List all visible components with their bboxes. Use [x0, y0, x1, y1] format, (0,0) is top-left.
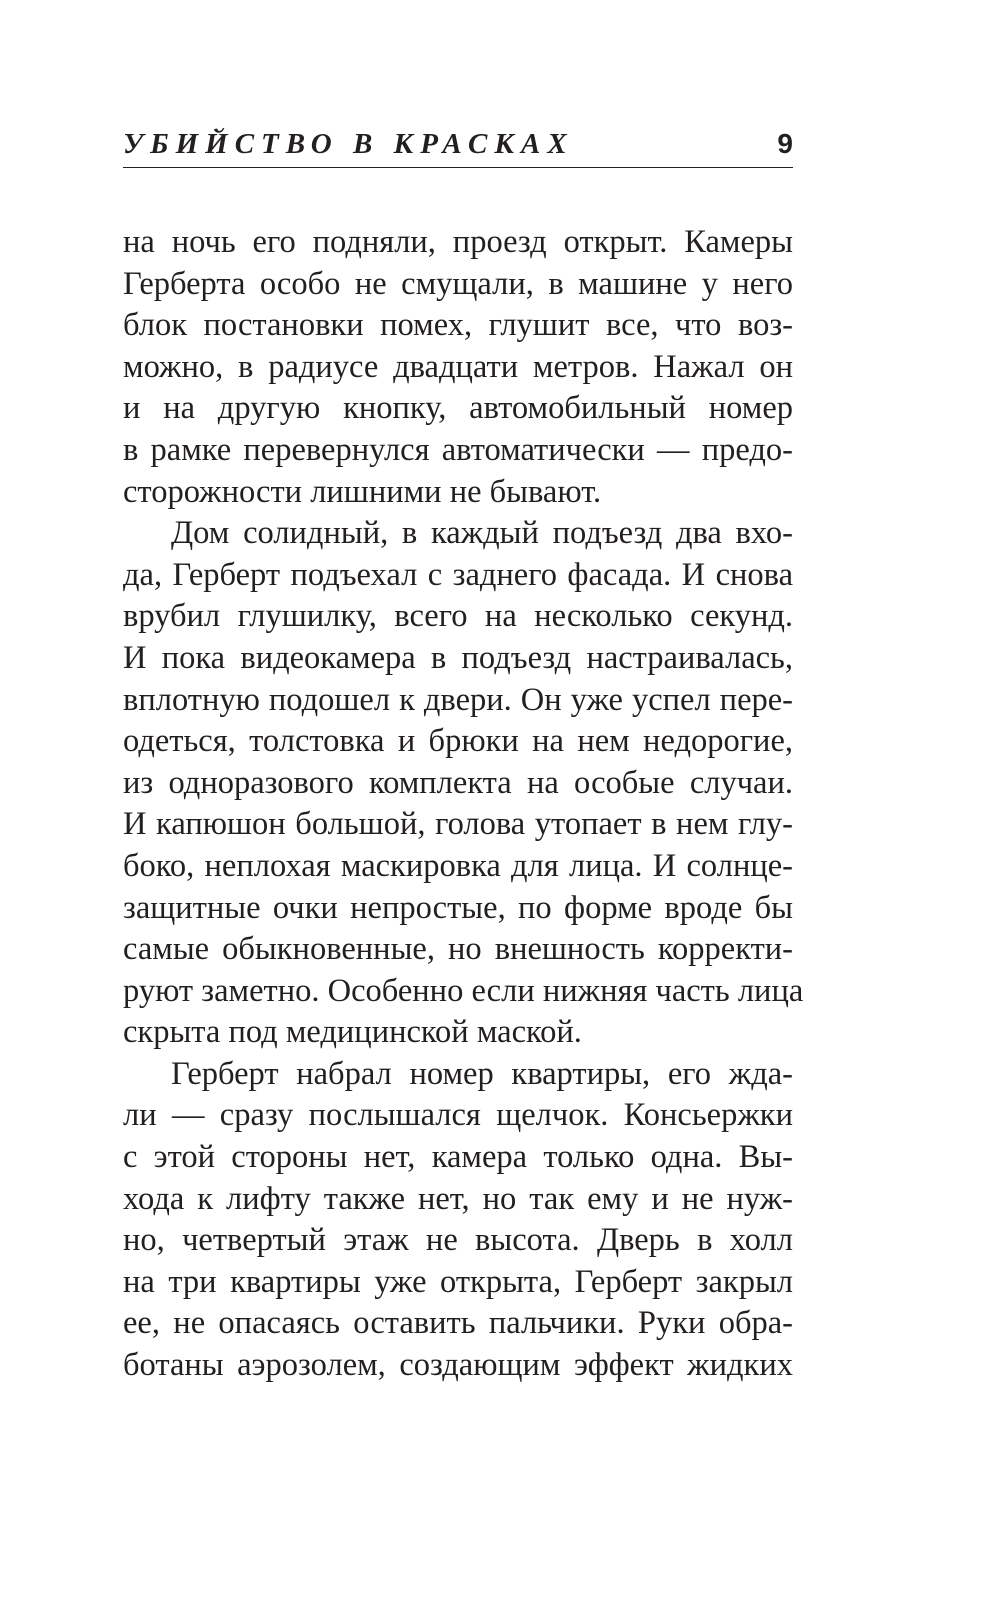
text-line: да, Герберт подъехал с заднего фасада. И снова [123, 556, 793, 593]
text-line: блок постановки помех, глушит все, что воз- [123, 307, 793, 344]
body-text [123, 222, 804, 1387]
text-line: Дом солидный, в каждый подъезд два вхо- [171, 515, 793, 552]
text-line: в рамке перевернулся автоматически — предо- [123, 431, 793, 468]
text-line: ее, не опасаясь оставить пальчики. Руки обра- [123, 1305, 793, 1342]
text-line: можно, в радиусе двадцати метров. Нажал он [123, 348, 793, 385]
text-line: руют заметно. Особенно если нижняя часть лица [123, 972, 804, 1009]
text-line: ли — сразу послышался щелчок. Консьержки [123, 1097, 793, 1134]
text-line: но, четвертый этаж не высота. Дверь в холл [123, 1222, 793, 1259]
text-line: и на другую кнопку, автомобильный номер [123, 390, 793, 427]
text-line: сторожности лишними не бывают. [123, 473, 602, 510]
text-line: одеться, толстовка и брюки на нем недорогие, [123, 723, 793, 760]
text-line: И капюшон большой, голова утопает в нем глу- [123, 806, 793, 843]
text-line: вплотную подошел к двери. Он уже успел пере- [123, 681, 793, 718]
text-line: боко, неплохая маскировка для лица. И солнце- [123, 847, 793, 884]
text-line: И пока видеокамера в подъезд настраивалась, [123, 639, 793, 676]
text-line: на ночь его подняли, проезд открыт. Камеры [123, 224, 793, 260]
text-line: Герберт набрал номер квартиры, его жда- [171, 1055, 793, 1092]
text-line: хода к лифту также нет, но так ему и не нуж- [123, 1180, 793, 1217]
running-title: УБИЙСТВО В КРАСКАХ [123, 128, 574, 160]
text-line: с этой стороны нет, камера только одна. Вы- [123, 1139, 793, 1176]
running-head [123, 127, 793, 168]
text-line: защитные очки непростые, по форме вроде бы [123, 889, 793, 926]
text-line: из одноразового комплекта на особые случаи. [123, 764, 793, 801]
text-line: врубил глушилку, всего на несколько секунд. [123, 598, 793, 635]
page-number: 9 [777, 128, 793, 159]
text-line: Герберта особо не смущали, в машине у него [123, 265, 793, 302]
text-line: самые обыкновенные, но внешность корректи- [123, 931, 793, 968]
text-line: скрыта под медицинской маской. [123, 1014, 582, 1051]
text-line: на три квартиры уже открыта, Герберт закрыл [123, 1263, 793, 1300]
text-line: ботаны аэрозолем, создающим эффект жидких [123, 1347, 793, 1384]
